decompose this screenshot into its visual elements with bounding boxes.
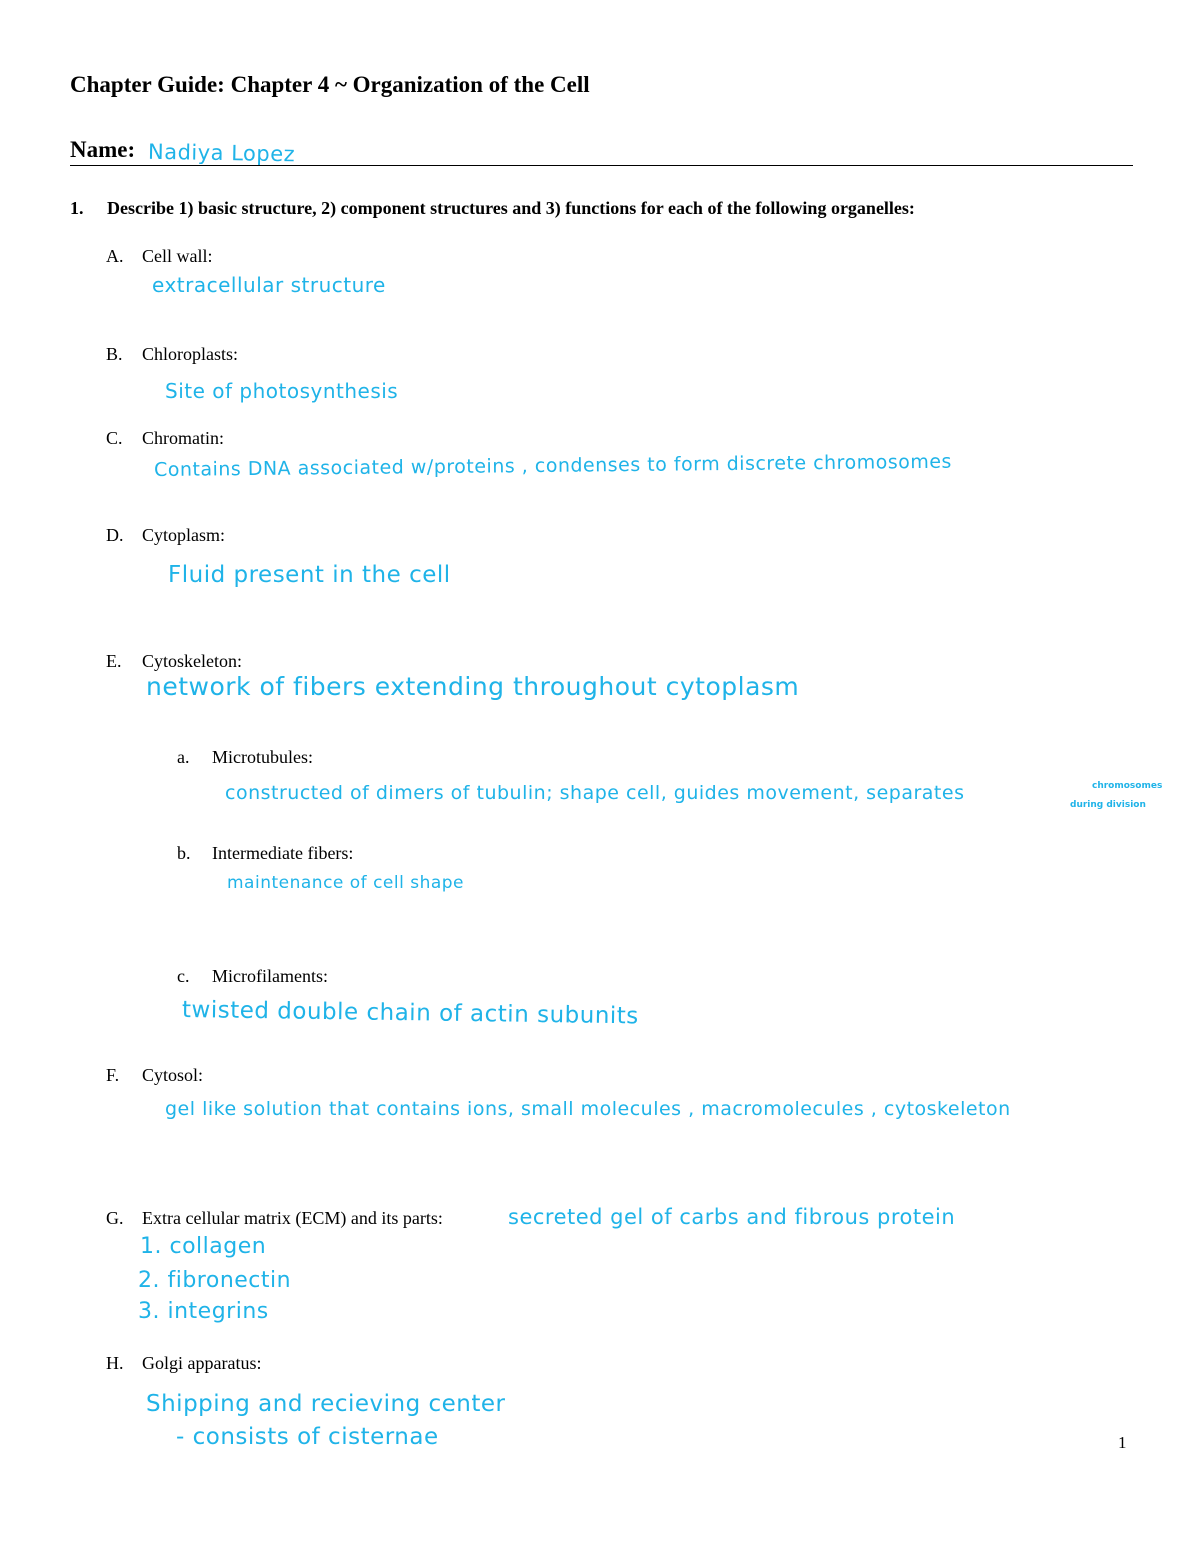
ecm-part-1: 1. collagen [140, 1234, 267, 1259]
answer-chloroplasts: Site of photosynthesis [165, 379, 399, 403]
item-letter: A. [106, 246, 124, 266]
answer-chromatin: Contains DNA associated w/proteins , condenses to form discrete chromosomes [153, 450, 953, 481]
ecm-part-2: 2. fibronectin [138, 1268, 292, 1293]
item-cytoskeleton [106, 651, 242, 672]
item-letter: B. [106, 344, 123, 364]
name-underline [70, 165, 1133, 166]
answer-cell-wall: extracellular structure [152, 273, 386, 297]
answer-ecm: secreted gel of carbs and fibrous protein [508, 1205, 956, 1229]
item-ecm [106, 1208, 443, 1229]
sub-item-letter: a. [177, 747, 190, 767]
answer-golgi-2: - consists of cisternae [176, 1424, 439, 1450]
answer-microtubules-note-1: chromosomes [1092, 781, 1163, 791]
answer-microfilaments: twisted double chain of actin subunits [181, 997, 639, 1030]
item-label: Cell wall: [142, 246, 213, 266]
sub-item-label: Microfilaments: [212, 966, 328, 986]
item-label: Cytoplasm: [142, 525, 226, 545]
sub-item-intermediate-fibers [177, 843, 353, 864]
item-label: Chloroplasts: [142, 344, 239, 364]
sub-item-letter: c. [177, 966, 190, 986]
sub-item-letter: b. [177, 843, 191, 863]
sub-item-label: Intermediate fibers: [212, 843, 354, 863]
item-letter: E. [106, 651, 122, 671]
name-value: Nadiya Lopez [147, 139, 296, 167]
answer-cytoskeleton: network of fibers extending throughout cytoplasm [146, 672, 800, 701]
item-cell-wall [106, 246, 213, 267]
item-chloroplasts [106, 344, 238, 365]
sub-item-label: Microtubules: [212, 747, 313, 767]
question-text: Describe 1) basic structure, 2) component structures and 3) functions for each of the following organelles: [107, 198, 915, 218]
page-number: 1 [1118, 1433, 1127, 1452]
item-letter: C. [106, 428, 123, 448]
item-label: Golgi apparatus: [142, 1353, 262, 1373]
question-1 [70, 198, 915, 219]
answer-cytoplasm: Fluid present in the cell [168, 562, 451, 588]
ecm-part-3: 3. integrins [138, 1299, 269, 1324]
name-label: Name: [70, 137, 136, 162]
item-cytoplasm [106, 525, 225, 546]
item-label: Cytosol: [142, 1065, 204, 1085]
item-letter: F. [106, 1065, 120, 1085]
item-golgi [106, 1353, 261, 1374]
item-label: Chromatin: [142, 428, 224, 448]
item-label: Extra cellular matrix (ECM) and its parts: [142, 1208, 443, 1228]
item-letter: D. [106, 525, 124, 545]
item-cytosol [106, 1065, 203, 1086]
question-number: 1. [70, 198, 84, 218]
answer-intermediate-fibers: maintenance of cell shape [227, 873, 465, 893]
answer-golgi-1: Shipping and recieving center [146, 1391, 506, 1417]
item-label: Cytoskeleton: [142, 651, 242, 671]
item-chromatin [106, 428, 224, 449]
page-title: Chapter Guide: Chapter 4 ~ Organization of the Cell [70, 72, 590, 97]
sub-item-microfilaments [177, 966, 328, 987]
sub-item-microtubules [177, 747, 313, 768]
answer-microtubules: constructed of dimers of tubulin; shape cell, guides movement, separates [225, 782, 965, 804]
item-letter: H. [106, 1353, 124, 1373]
item-letter: G. [106, 1208, 124, 1228]
answer-cytosol: gel like solution that contains ions, small molecules , macromolecules , cytoskeleton [165, 1098, 1011, 1120]
answer-microtubules-note-2: during division [1070, 800, 1146, 810]
